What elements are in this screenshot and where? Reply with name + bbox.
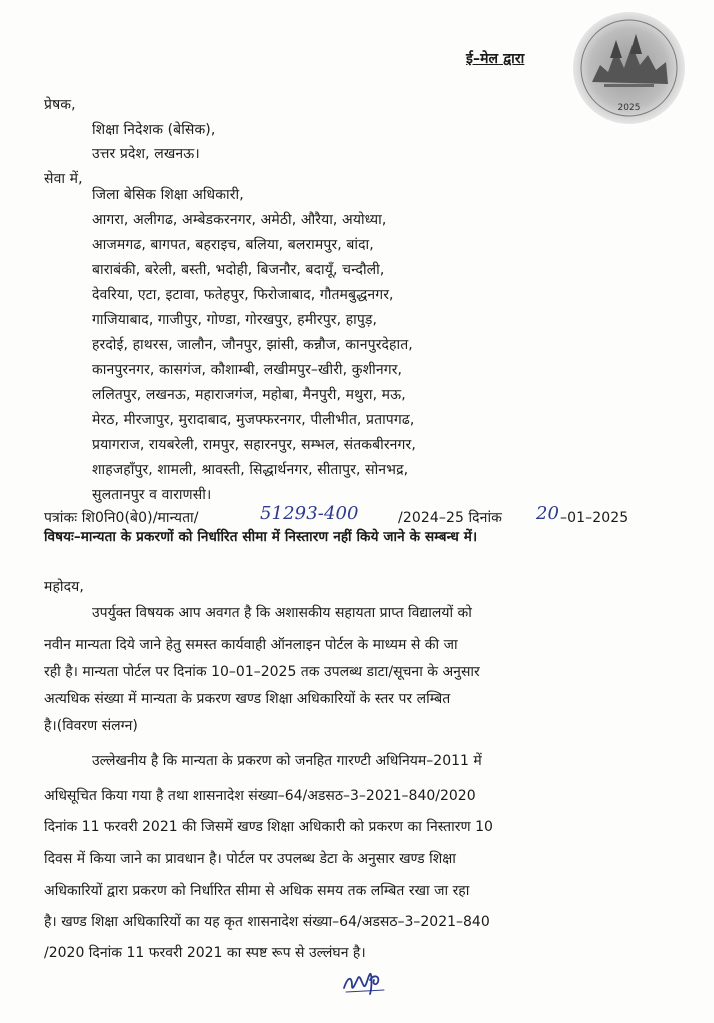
sender-line-2: उत्तर प्रदेश, लखनऊ।: [92, 146, 200, 162]
district-line: शाहजहाँपुर, शामली, श्रावस्ती, सिद्धार्थनगर, सीतापुर, सोनभद्र,: [92, 462, 409, 478]
recipient-line-1: जिला बेसिक शिक्षा अधिकारी,: [92, 187, 244, 203]
recipient-label: सेवा में,: [44, 171, 83, 187]
svg-text:2025: 2025: [617, 103, 641, 113]
sender-label: प्रेषक,: [44, 97, 76, 113]
reference-handwritten-number: 51293-400: [260, 503, 359, 524]
paragraph-1-line: नवीन मान्यता दिये जाने हेतु समस्त कार्यवाही ऑनलाइन पोर्टल के माध्यम से की जा: [44, 637, 458, 653]
reference-date-suffix: –01–2025: [560, 510, 629, 526]
paragraph-1-line: उपर्युक्त विषयक आप अवगत है कि अशासकीय सहायता प्राप्त विद्यालयों को: [92, 605, 472, 621]
district-line: देवरिया, एटा, इटावा, फतेहपुर, फिरोजाबाद, गौतमबुद्धनगर,: [92, 287, 394, 303]
district-line: कानपुरनगर, कासगंज, कौशाम्बी, लखीमपुर–खीरी, कुशीनगर,: [92, 362, 403, 378]
paragraph-1-line: है।(विवरण संलग्न): [44, 718, 138, 734]
email-label: ई–मेल द्वारा: [466, 51, 525, 67]
district-line: ललितपुर, लखनऊ, महाराजगंज, महोबा, मैनपुरी, मथुरा, मऊ,: [92, 387, 406, 403]
paragraph-2-line: दिनांक 11 फरवरी 2021 की जिसमें खण्ड शिक्षा अधिकारी को प्रकरण का निस्तारण 10: [44, 819, 493, 835]
paragraph-1-line: अत्यधिक संख्या में मान्यता के प्रकरण खण्ड शिक्षा अधिकारियों के स्तर पर लम्बित: [44, 691, 451, 707]
sender-line-1: शिक्षा निदेशक (बेसिक),: [92, 122, 216, 138]
official-seal-icon: [570, 10, 688, 126]
district-line: सुलतानपुर व वाराणसी।: [92, 487, 212, 503]
paragraph-2-line: दिवस में किया जाने का प्रावधान है। पोर्टल पर उपलब्ध डेटा के अनुसार खण्ड शिक्षा: [44, 851, 456, 867]
district-line: बाराबंकी, बरेली, बस्ती, भदोही, बिजनौर, बदायूँ, चन्दौली,: [92, 262, 385, 278]
district-line: गाजियाबाद, गाजीपुर, गोण्डा, गोरखपुर, हमीरपुर, हापुड़,: [92, 312, 378, 328]
paragraph-2-line: अधिकारियों द्वारा प्रकरण को निर्धारित सीमा से अधिक समय तक लम्बित रखा जा रहा: [44, 883, 470, 899]
paragraph-2-line: है। खण्ड शिक्षा अधिकारियों का यह कृत शासनादेश संख्या–64/अडसठ–3–2021–840: [44, 914, 490, 930]
paragraph-2-line: /2020 दिनांक 11 फरवरी 2021 का स्पष्ट रूप से उल्लंघन है।: [44, 945, 366, 961]
paragraph-2-line: उल्लेखनीय है कि मान्यता के प्रकरण को जनहित गारण्टी अधिनियम–2011 में: [92, 753, 482, 769]
district-line: प्रयागराज, रायबरेली, रामपुर, सहारनपुर, सम्भल, संतकबीरनगर,: [92, 437, 416, 453]
district-line: आगरा, अलीगढ, अम्बेडकरनगर, अमेठी, औरैया, अयोध्या,: [92, 212, 387, 228]
paragraph-1-line: रही है। मान्यता पोर्टल पर दिनांक 10–01–2025 तक उपलब्ध डाटा/सूचना के अनुसार: [44, 664, 480, 680]
district-line: हरदोई, हाथरस, जालौन, जौनपुर, झांसी, कन्नौज, कानपुरदेहात,: [92, 337, 413, 353]
salutation: महोदय,: [44, 579, 84, 595]
signature-icon: [340, 962, 392, 1000]
reference-middle: /2024–25 दिनांक: [398, 510, 503, 526]
district-line: आजमगढ, बागपत, बहराइच, बलिया, बलरामपुर, बांदा,: [92, 237, 374, 253]
paragraph-2-line: अधिसूचित किया गया है तथा शासनादेश संख्या–64/अडसठ–3–2021–840/2020: [44, 788, 476, 804]
reference-handwritten-day: 20: [536, 503, 560, 524]
district-line: मेरठ, मीरजापुर, मुरादाबाद, मुजफ्फरनगर, पीलीभीत, प्रतापगढ,: [92, 412, 415, 428]
subject-line: विषयः–मान्यता के प्रकरणों को निर्धारित सीमा में निस्तारण नहीं किये जाने के सम्बन्ध में।: [44, 529, 478, 545]
reference-prefix: पत्रांकः शि0नि0(बे0)/मान्यता/: [44, 510, 199, 526]
